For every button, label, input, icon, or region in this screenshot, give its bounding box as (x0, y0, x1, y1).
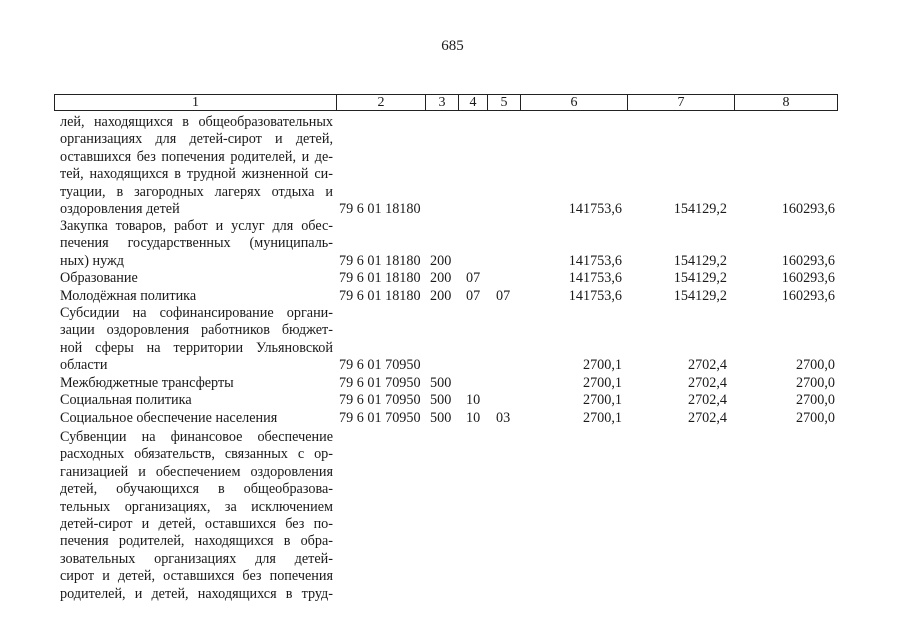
row-value-6: 2700,1 (582, 357, 622, 373)
row-col-3: 200 (430, 270, 452, 286)
row-value-8: 2700,0 (795, 410, 835, 426)
row-value-6: 141753,6 (568, 270, 622, 286)
description-block-2 (60, 218, 333, 253)
row-code: 79 6 01 18180 (339, 201, 421, 217)
row-name: Социальная политика (60, 392, 192, 408)
row-name: оздоровления детей (60, 201, 180, 217)
description-block-3 (60, 305, 333, 357)
header-col-3: 3 (438, 95, 446, 110)
text-line: расходных обязательств, связанных с ор- (60, 446, 333, 463)
row-code: 79 6 01 70950 (339, 410, 421, 426)
row-col-3: 200 (430, 253, 452, 269)
row-value-7: 154129,2 (673, 270, 727, 286)
row-value-8: 160293,6 (781, 253, 835, 269)
row-name: Межбюджетные трансферты (60, 375, 234, 391)
header-col-4: 4 (469, 95, 477, 110)
row-name: Молодёжная политика (60, 288, 197, 304)
row-code: 79 6 01 18180 (339, 270, 421, 286)
text-line: печения государственных (муниципаль- (60, 235, 333, 252)
table-row (0, 288, 905, 305)
row-value-8: 2700,0 (795, 375, 835, 391)
row-value-6: 141753,6 (568, 288, 622, 304)
header-col-2: 2 (377, 95, 385, 110)
row-col-5: 07 (496, 288, 511, 304)
text-line: оставшихся без попечения родителей, и де- (60, 148, 333, 165)
row-col-3: 500 (430, 392, 452, 408)
row-name: Образование (60, 270, 138, 286)
text-line: ной сферы на территории Ульяновской (60, 339, 333, 356)
text-line: Субвенции на финансовое обеспечение (60, 429, 333, 445)
row-value-6: 2700,1 (582, 375, 622, 391)
table-header (54, 94, 838, 111)
row-name: области (60, 357, 108, 373)
row-col-4: 07 (466, 270, 481, 286)
row-value-7: 154129,2 (673, 253, 727, 269)
table-row (0, 270, 905, 287)
row-col-3: 200 (430, 288, 452, 304)
row-name: ных) нужд (60, 253, 125, 269)
row-value-7: 2702,4 (687, 392, 727, 408)
table-row (0, 375, 905, 392)
row-value-8: 160293,6 (781, 270, 835, 286)
text-line: Субсидии на софинансирование органи- (60, 305, 333, 321)
text-line: тей, находящихся в трудной жизненной си- (60, 166, 333, 183)
row-value-6: 2700,1 (582, 410, 622, 426)
row-value-6: 141753,6 (568, 253, 622, 269)
row-value-8: 160293,6 (781, 288, 835, 304)
text-line: Закупка товаров, работ и услуг для обес- (60, 218, 333, 234)
row-code: 79 6 01 18180 (339, 253, 421, 269)
row-col-3: 500 (430, 375, 452, 391)
row-value-6: 2700,1 (582, 392, 622, 408)
text-line: детей-сирот и детей, оставшихся без по- (60, 516, 333, 533)
row-value-8: 2700,0 (795, 392, 835, 408)
table-row (0, 201, 905, 218)
header-col-6: 6 (570, 95, 578, 110)
text-line: печения родителей, находящихся в обра- (60, 533, 333, 550)
text-line: зации оздоровления работников бюджет- (60, 322, 333, 339)
row-code: 79 6 01 18180 (339, 288, 421, 304)
table-row (0, 253, 905, 270)
row-code: 79 6 01 70950 (339, 357, 421, 373)
row-name: Социальное обеспечение населения (60, 410, 278, 426)
table-row (0, 392, 905, 409)
row-value-7: 2702,4 (687, 375, 727, 391)
header-col-5: 5 (500, 95, 508, 110)
description-block-4 (60, 429, 333, 603)
text-line: организациях для детей-сирот и детей, (60, 131, 333, 148)
description-block-1 (60, 114, 333, 201)
row-col-4: 07 (466, 288, 481, 304)
row-code: 79 6 01 70950 (339, 375, 421, 391)
text-line: тельных организациях, за исключением (60, 498, 333, 515)
text-line: ганизацией и обеспечением оздоровления (60, 463, 333, 480)
row-value-7: 2702,4 (687, 410, 727, 426)
row-code: 79 6 01 70950 (339, 392, 421, 408)
row-value-8: 2700,0 (795, 357, 835, 373)
text-line: зовательных организациях для детей- (60, 550, 333, 567)
row-value-7: 154129,2 (673, 201, 727, 217)
page-number: 685 (441, 38, 464, 54)
text-line: детей, обучающихся в общеобразова- (60, 481, 333, 498)
row-value-7: 2702,4 (687, 357, 727, 373)
header-col-7: 7 (677, 95, 685, 110)
text-line: родителей, и детей, находящихся в труд- (60, 585, 333, 602)
text-line: лей, находящихся в общеобразовательных (60, 114, 333, 130)
text-line: туации, в загородных лагерях отдыха и (60, 183, 333, 200)
row-col-4: 10 (466, 392, 481, 408)
row-value-7: 154129,2 (673, 288, 727, 304)
row-value-8: 160293,6 (781, 201, 835, 217)
table-row (0, 410, 905, 427)
text-line: сирот и детей, оставшихся без попечения (60, 568, 333, 585)
row-value-6: 141753,6 (568, 201, 622, 217)
row-col-3: 500 (430, 410, 452, 426)
header-col-8: 8 (782, 95, 790, 110)
table-row (0, 357, 905, 374)
header-col-1: 1 (192, 95, 199, 110)
row-col-5: 03 (496, 410, 511, 426)
row-col-4: 10 (466, 410, 481, 426)
